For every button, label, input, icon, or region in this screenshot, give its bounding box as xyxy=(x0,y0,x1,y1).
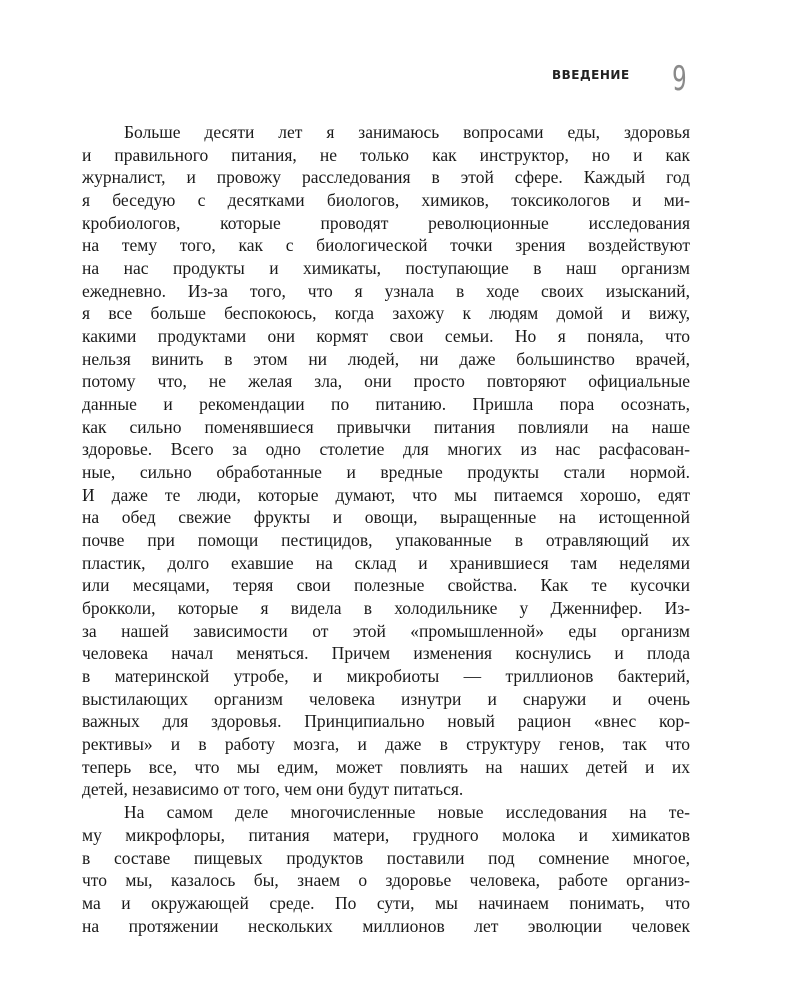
text-line: ма и окружающей среде. По сути, мы начинаем понимать, что xyxy=(82,892,690,913)
text-line: нельзя винить в этом ни людей, ни даже большинство врачей, xyxy=(82,348,690,369)
text-line: почве при помощи пестицидов, упакованные в отравляющий их xyxy=(82,530,690,551)
text-line: кробиологов, которые проводят революционные исследования xyxy=(82,212,690,233)
text-line: какими продуктами они кормят свои семьи. Но я поняла, что xyxy=(82,326,690,347)
text-line: или месяцами, теряя свои полезные свойства. Как те кусочки xyxy=(82,575,690,596)
text-line: рективы» и в работу мозга, и даже в структуру генов, так что xyxy=(82,734,690,755)
text-line: что мы, казалось бы, знаем о здоровье человека, работе организ- xyxy=(82,870,690,891)
text-line: на обед свежие фрукты и овощи, выращенные на истощенной xyxy=(82,507,690,528)
text-line: пластик, долго ехавшие на склад и хранившиеся там неделями xyxy=(82,552,690,573)
text-line: Больше десяти лет я занимаюсь вопросами еды, здоровья xyxy=(124,122,690,142)
paragraph-1 xyxy=(82,121,690,801)
text-line: потому что, не желая зла, они просто повторяют официальные xyxy=(82,371,690,392)
text-line: выстилающих организм человека изнутри и снаружи и очень xyxy=(82,688,690,709)
text-line: данные и рекомендации по питанию. Пришла пора осознать, xyxy=(82,394,690,415)
text-line: И даже те люди, которые думают, что мы питаемся хорошо, едят xyxy=(82,484,690,505)
text-line: здоровье. Всего за одно столетие для многих из нас расфасован- xyxy=(82,439,690,460)
text-line: важных для здоровья. Принципиально новый рацион «внес кор- xyxy=(82,711,690,732)
text-line: как сильно поменявшиеся привычки питания повлияли на наше xyxy=(82,416,690,437)
text-line: теперь все, что мы едим, может повлиять на наших детей и их xyxy=(82,756,690,777)
page-number: 9 xyxy=(672,59,687,99)
body-text xyxy=(82,121,690,937)
text-line: я все больше беспокоюсь, когда захожу к людям домой и вижу, xyxy=(82,303,690,324)
text-line: человека начал меняться. Причем изменения коснулись и плода xyxy=(82,643,690,664)
running-head: ВВЕДЕНИЕ xyxy=(552,68,630,82)
text-line: ные, сильно обработанные и вредные продукты стали нормой. xyxy=(82,462,690,483)
text-line: детей, независимо от того, чем они будут питаться. xyxy=(82,779,464,800)
text-line: за нашей зависимости от этой «промышленной» еды организм xyxy=(82,620,690,641)
text-line: журналист, и провожу расследования в этой сфере. Каждый год xyxy=(82,167,690,188)
text-line: в составе пищевых продуктов поставили под сомнение многое, xyxy=(82,847,690,868)
text-line: на нас продукты и химикаты, поступающие в наш организм xyxy=(82,258,690,279)
text-line: и правильного питания, не только как инструктор, но и как xyxy=(82,144,690,165)
text-line: на тему того, как с биологической точки зрения воздействуют xyxy=(82,235,690,256)
text-line: ежедневно. Из-за того, что я узнала в ходе своих изысканий, xyxy=(82,280,690,301)
text-line: На самом деле многочисленные новые исследования на те- xyxy=(124,802,690,823)
paragraph-2 xyxy=(82,801,690,937)
text-line: я беседую с десятками биологов, химиков, токсикологов и ми- xyxy=(82,190,690,211)
text-line: брокколи, которые я видела в холодильнике у Дженнифер. Из- xyxy=(82,598,690,619)
text-line: в материнской утробе, и микробиоты — триллионов бактерий, xyxy=(82,666,690,687)
text-line: му микрофлоры, питания матери, грудного молока и химикатов xyxy=(82,824,690,845)
text-line: на протяжении нескольких миллионов лет эволюции человек xyxy=(82,915,690,936)
